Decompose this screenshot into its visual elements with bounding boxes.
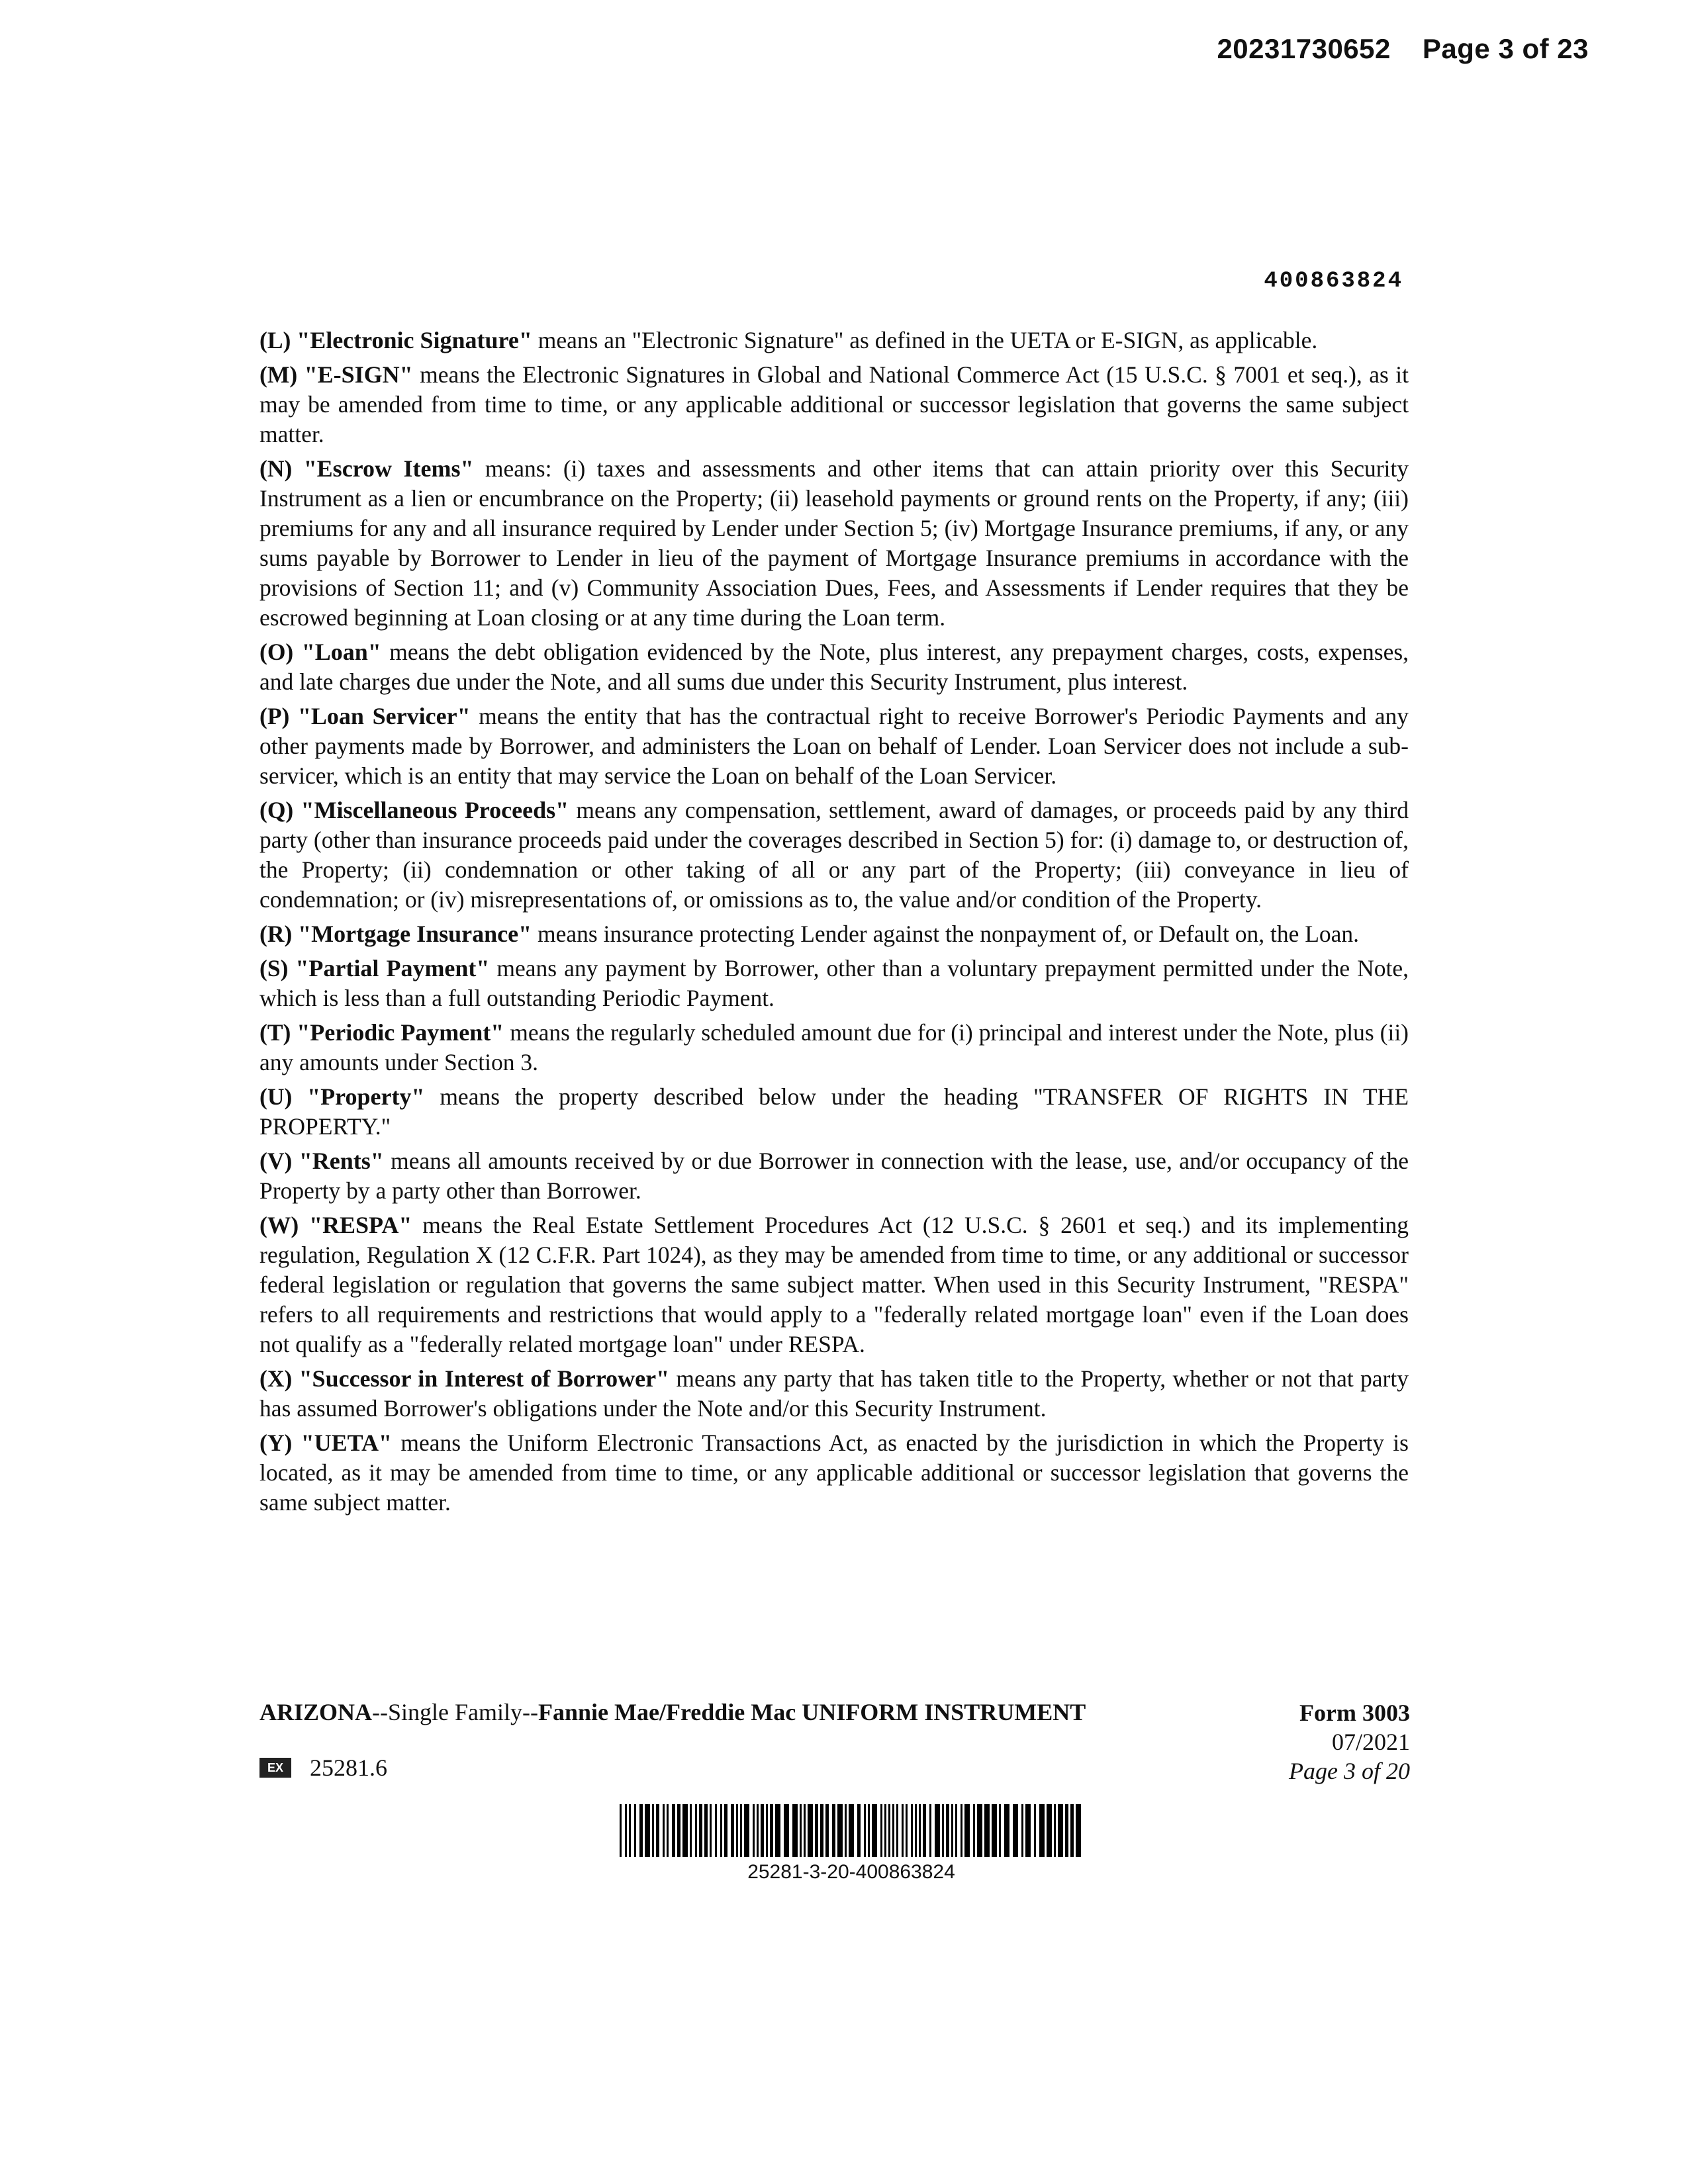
barcode xyxy=(620,1804,1083,1884)
form-number: Form 3003 xyxy=(1299,1700,1410,1726)
definition-term: "Rents" xyxy=(299,1148,384,1174)
definition-text: means the debt obligation evidenced by the Note, plus interest, any prepayment charges, costs, expenses, and late charges due under the Note, and all sums due under this Security Instrument, plus interest. xyxy=(259,639,1409,695)
definition-item xyxy=(259,454,1409,633)
definition-letter: (O) xyxy=(259,639,294,665)
definition-letter: (X) xyxy=(259,1365,293,1392)
definition-text: means the property described below under the heading "TRANSFER OF RIGHTS IN THE PROPERTY." xyxy=(259,1083,1409,1140)
form-title xyxy=(259,1698,1086,1726)
definition-item xyxy=(259,1428,1409,1518)
definition-item xyxy=(259,1146,1409,1206)
definition-item xyxy=(259,954,1409,1013)
definition-text: means the Real Estate Settlement Procedures Act (12 U.S.C. § 2601 et seq.) and its implementing regulation, Regulation X (12 C.F.R. Part 1024), as they may be amended from time to time, or any additional or successor federal legislation or regulation that governs the same subject matter. When used in this Security Instrument, "RESPA" refers to all requirements and restrictions that would apply to a "federally related mortgage loan" even if the Loan does not qualify as a "federally related mortgage loan" under RESPA. xyxy=(259,1212,1409,1357)
definition-letter: (R) xyxy=(259,921,293,947)
definition-letter: (U) xyxy=(259,1083,293,1110)
form-code xyxy=(259,1754,387,1782)
definition-text: means the Uniform Electronic Transactions Act, as enacted by the jurisdiction in which the Property is located, as it may be amended from time to time, or any applicable additional or successor legislation that governs the same subject matter. xyxy=(259,1430,1409,1516)
loan-number: 400863824 xyxy=(1264,269,1403,294)
definition-letter: (Y) xyxy=(259,1430,293,1456)
form-date: 07/2021 xyxy=(1331,1729,1410,1755)
definition-term: "Successor in Interest of Borrower" xyxy=(299,1365,670,1392)
definition-item xyxy=(259,1210,1409,1359)
definition-item xyxy=(259,326,1409,355)
form-state: ARIZONA xyxy=(259,1699,373,1725)
definition-text: means: (i) taxes and assessments and other items that can attain priority over this Security Instrument as a lien or encumbrance on the Property; (ii) leasehold payments or ground rents on the Property, if any; (iii) premiums for any and all insurance required by Lender under Section 5; (iv) Mortgage Insurance premiums, if any, or any sums payable by Borrower to Lender in lieu of the payment of Mortgage Insurance premiums in accordance with the provisions of Section 11; and (v) Community Association Dues, Fees, and Assessments if Lender requires that they be escrowed beginning at Loan closing or at any time during the Loan term. xyxy=(259,455,1409,631)
form-family: --Single Family-- xyxy=(372,1699,538,1725)
definition-letter: (W) xyxy=(259,1212,299,1238)
barcode-icon xyxy=(620,1804,1083,1857)
definition-term: "Loan" xyxy=(301,639,381,665)
definition-term: "E-SIGN" xyxy=(304,361,413,388)
definition-term: "Electronic Signature" xyxy=(297,327,532,353)
definition-text: means insurance protecting Lender against the nonpayment of, or Default on, the Loan. xyxy=(532,921,1360,947)
definition-letter: (L) xyxy=(259,327,291,353)
definition-item xyxy=(259,796,1409,915)
definition-term: "Loan Servicer" xyxy=(297,703,471,729)
recording-stamp xyxy=(1217,33,1589,65)
page-count-label: Page 3 of 23 xyxy=(1422,33,1589,64)
definition-term: "Property" xyxy=(307,1083,425,1110)
form-page: Page 3 of 20 xyxy=(1289,1758,1410,1784)
definition-term: "RESPA" xyxy=(309,1212,412,1238)
definition-item xyxy=(259,702,1409,791)
form-instrument: Fannie Mae/Freddie Mac UNIFORM INSTRUMENT xyxy=(538,1699,1086,1725)
definition-text: means the Electronic Signatures in Global and National Commerce Act (15 U.S.C. § 7001 et seq.), as it may be amended from time to time, or any applicable additional or successor legislation that governs the same subject matter. xyxy=(259,361,1409,447)
definition-text: means any compensation, settlement, award of damages, or proceeds paid by any third party (other than insurance proceeds paid under the coverages described in Section 5) for: (i) damage to, or destruction of, the Property; (ii) condemnation or other taking of all or any part of the Property; (iii) conveyance in lieu of condemnation; or (iv) misrepresentations of, or omissions as to, the value and/or condition of the Property. xyxy=(259,797,1409,913)
definitions-section xyxy=(259,326,1409,1522)
definition-text: means all amounts received by or due Borrower in connection with the lease, use, and/or occupancy of the Property by a party other than Borrower. xyxy=(259,1148,1409,1204)
definition-item xyxy=(259,360,1409,449)
form-info xyxy=(1289,1698,1410,1786)
definition-item xyxy=(259,919,1409,949)
definition-term: "Mortgage Insurance" xyxy=(298,921,532,947)
definition-text: means an "Electronic Signature" as defined in the UETA or E-SIGN, as applicable. xyxy=(532,327,1318,353)
definition-term: "Miscellaneous Proceeds" xyxy=(301,797,569,823)
definition-letter: (N) xyxy=(259,455,293,482)
definition-item xyxy=(259,1082,1409,1142)
form-code-number: 25281.6 xyxy=(310,1754,387,1781)
definition-text: means any payment by Borrower, other than a voluntary prepayment permitted under the Note, which is less than a full outstanding Periodic Payment. xyxy=(259,955,1409,1011)
barcode-number: 25281-3-20-400863824 xyxy=(747,1861,955,1883)
definition-letter: (T) xyxy=(259,1019,291,1046)
definition-text: means the entity that has the contractual right to receive Borrower's Periodic Payments and any other payments made by Borrower, and administers the Loan on behalf of Lender. Loan Servicer does not include a sub-servicer, which is an entity that may service the Loan on behalf of the Loan Servicer. xyxy=(259,703,1409,789)
definition-item xyxy=(259,1018,1409,1077)
ex-icon: EX xyxy=(259,1758,291,1778)
definition-term: "Periodic Payment" xyxy=(297,1019,504,1046)
definition-letter: (S) xyxy=(259,955,289,981)
definition-text: means the regularly scheduled amount due for (i) principal and interest under the Note, plus (ii) any amounts under Section 3. xyxy=(259,1019,1409,1075)
definition-item xyxy=(259,1364,1409,1424)
definition-letter: (M) xyxy=(259,361,298,388)
definition-term: "UETA" xyxy=(301,1430,392,1456)
document-number: 20231730652 xyxy=(1217,33,1391,64)
definition-text: means any party that has taken title to the Property, whether or not that party has assumed Borrower's obligations under the Note and/or this Security Instrument. xyxy=(259,1365,1409,1422)
definition-letter: (P) xyxy=(259,703,290,729)
definition-letter: (V) xyxy=(259,1148,293,1174)
definition-letter: (Q) xyxy=(259,797,294,823)
definition-term: "Escrow Items" xyxy=(303,455,474,482)
definition-item xyxy=(259,637,1409,697)
definition-term: "Partial Payment" xyxy=(295,955,490,981)
